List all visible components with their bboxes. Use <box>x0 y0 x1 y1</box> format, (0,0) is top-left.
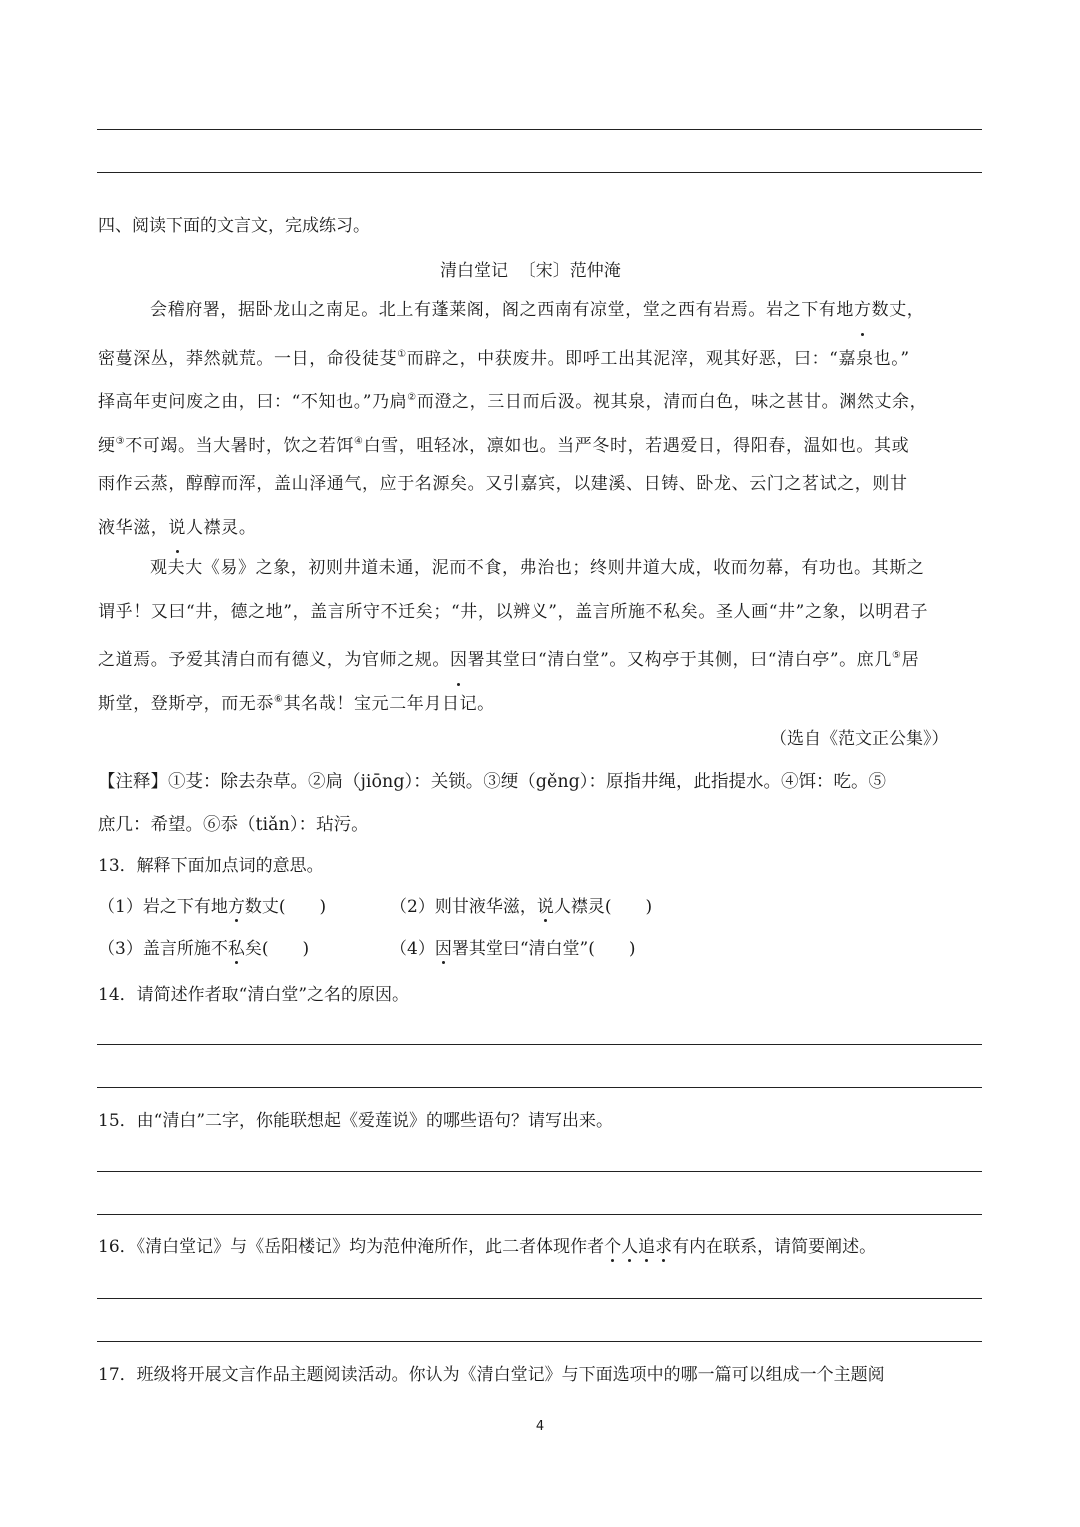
page-number: 4 <box>535 1419 545 1434</box>
question-14: 14．请简述作者取“清白堂”之名的原因。 <box>98 985 410 1005</box>
passage-source: （选自《范文正公集》） <box>770 729 949 749</box>
passage-line: 液华滋，说人襟灵。 <box>98 507 982 551</box>
passage-line: 密蔓深丛，莽然就荒。一日，命役徒芟①而辟之，中获废井。即呼工出其泥滓，观其好恶，曰：“嘉泉也。” <box>98 348 910 369</box>
notes-line-1: 【注释】①芟：除去杂草。②扃（jiōng）：关锁。③绠（gěng）：原指井绳，此指提水。④饵：吃。⑤ <box>98 772 887 792</box>
answer-line[interactable] <box>97 1341 982 1342</box>
question-16: 16．《清白堂记》与《岳阳楼记》均为范仲淹所作，此二者体现作者个人追求有内在联系，请简要阐述。 <box>98 1237 877 1257</box>
answer-line[interactable] <box>97 1044 982 1045</box>
question-13-item-1[interactable]: （1）岩之下有地方数丈( ) <box>98 897 327 917</box>
passage-line: 会稽府署，据卧龙山之南足。北上有蓬莱阁，阁之西南有凉堂，堂之西有岩焉。岩之下有地方数丈， <box>98 289 982 333</box>
passage-line: 之道焉。予爱其清白而有德义，为官师之规。因署其堂曰“清白堂”。又构亭于其侧，曰“清白亭”。庶几⑤居 <box>98 634 982 678</box>
question-13-item-2[interactable]: （2）则甘液华滋，说人襟灵( ) <box>390 897 653 917</box>
question-15: 15．由“清白”二字，你能联想起《爱莲说》的哪些语句？请写出来。 <box>98 1111 614 1131</box>
answer-line[interactable] <box>97 1171 982 1172</box>
passage-paragraph-2 <box>98 547 982 721</box>
passage-line: 雨作云蒸，醇醇而浑，盖山泽通气，应于名源矣。又引嘉宾，以建溪、日铸、卧龙、云门之茗试之，则甘 <box>98 474 908 494</box>
passage-line: 观夫大《易》之象，初则井道未通，泥而不食，弗治也；终则井道大成，收而勿幕，有功也。其斯之 <box>150 558 925 578</box>
question-17: 17．班级将开展文言作品主题阅读活动。你认为《清白堂记》与下面选项中的哪一篇可以组成一个主题阅 <box>98 1365 885 1385</box>
passage-title: 清白堂记 〔宋〕范仲淹 <box>440 261 621 281</box>
answer-line[interactable] <box>97 1214 982 1215</box>
passage-line: 绠③不可竭。当大暑时，饮之若饵④白雪，咀轻冰，凛如也。当严冬时，若遇爱日，得阳春，温如也。其或 <box>98 435 910 456</box>
notes-line-2: 庶几：希望。⑥忝（tiǎn）：玷污。 <box>98 815 369 835</box>
answer-line[interactable] <box>97 1087 982 1088</box>
section-heading: 四、阅读下面的文言文，完成练习。 <box>98 216 370 236</box>
question-13-item-4[interactable]: （4）因署其堂曰“清白堂”( ) <box>390 939 636 959</box>
question-13-item-3[interactable]: （3）盖言所施不私矣( ) <box>98 939 310 959</box>
answer-line <box>97 172 982 173</box>
passage-line: 谓乎！又曰“井，德之地”，盖言所守不迁矣；“井，以辨义”，盖言所施不私矣。圣人画“井”之象，以明君子 <box>98 601 929 622</box>
passage-line: 择高年吏问废之由，曰：“不知也。”乃扃②而澄之，三日而后汲。视其泉，清而白色，味之甚甘。渊然丈余， <box>98 392 928 412</box>
passage-line: 斯堂，登斯亭，而无忝⑥其名哉！宝元二年月日记。 <box>98 693 495 714</box>
passage-paragraph-1 <box>98 289 982 550</box>
answer-line <box>97 129 982 130</box>
question-13-title: 13．解释下面加点词的意思。 <box>98 856 324 876</box>
answer-line[interactable] <box>97 1298 982 1299</box>
